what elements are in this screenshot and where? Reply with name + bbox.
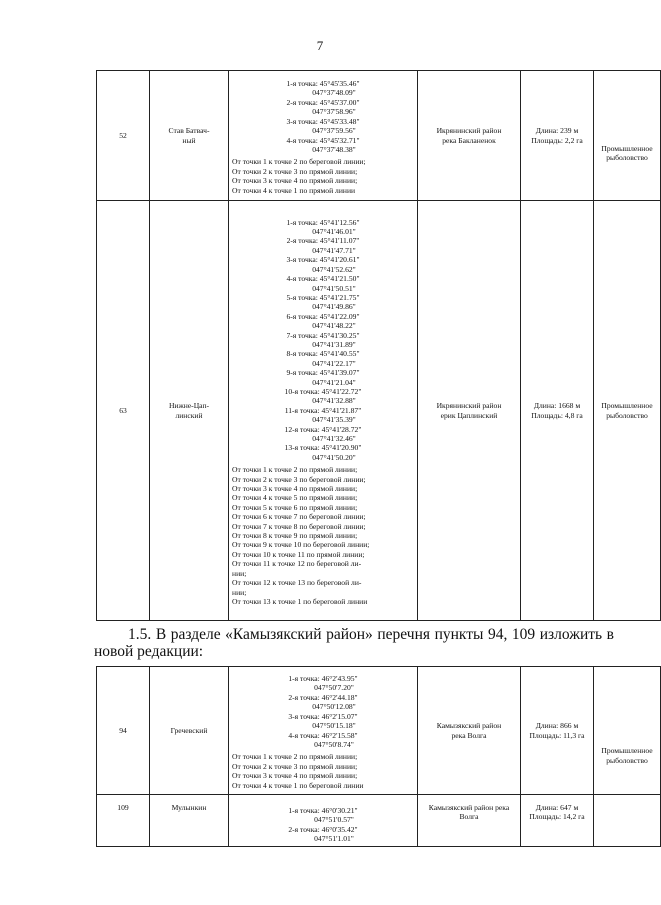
- table-row: [97, 795, 661, 847]
- location-cell: [418, 795, 521, 847]
- edge-line: нии;: [232, 568, 247, 578]
- point-longitude: 047°50'8.74": [314, 739, 354, 749]
- point-latitude: 10-я точка: 45°41'22.72": [284, 386, 362, 396]
- location-line: Икрянинский район: [436, 401, 502, 411]
- point-longitude: 047°51'0.57": [314, 815, 354, 825]
- site-name-line: линский: [175, 410, 203, 420]
- edge-line: От точки 4 к точке 1 по прямой линии: [232, 185, 356, 195]
- point-latitude: 1-я точка: 46°2'43.95": [288, 674, 358, 684]
- points-list: [232, 73, 414, 154]
- point-longitude: 047°37'48.09": [312, 88, 356, 98]
- point-latitude: 3-я точка: 46°2'15.07": [288, 711, 358, 721]
- edge-line: От точки 6 к точке 7 по береговой линии;: [232, 512, 366, 522]
- table-row: [97, 667, 661, 795]
- area-value: Площадь: 2,2 га: [531, 135, 583, 145]
- location-cell: [418, 667, 521, 795]
- point-latitude: 8-я точка: 45°41'40.55": [286, 349, 360, 359]
- point-latitude: 5-я точка: 45°41'21.75": [286, 292, 360, 302]
- length-value: Длина: 866 м: [535, 721, 579, 731]
- edge-line: От точки 4 к точке 5 по прямой линии;: [232, 493, 358, 503]
- edge-line: От точки 4 к точке 1 по береговой линии: [232, 780, 364, 790]
- edge-line: От точки 5 к точке 6 по прямой линии;: [232, 502, 358, 512]
- edge-line: От точки 13 к точке 1 по береговой линии: [232, 596, 368, 606]
- edge-line: От точки 10 к точке 11 по прямой линии;: [232, 549, 365, 559]
- page-number: 7: [316, 38, 324, 53]
- area-value: Площадь: 14,2 га: [529, 812, 585, 822]
- amendment-paragraph: [94, 626, 614, 660]
- point-latitude: 11-я точка: 45°41'21.87": [284, 405, 362, 415]
- use-line: рыболовство: [606, 755, 648, 765]
- point-longitude: 047°41'50.20": [312, 452, 356, 462]
- point-longitude: 047°41'32.46": [312, 434, 356, 444]
- edge-line: От точки 8 к точке 9 по прямой линии;: [232, 531, 358, 541]
- edge-line: От точки 11 к точке 12 по береговой ли-: [232, 559, 362, 569]
- site-name-line: ный: [182, 135, 196, 145]
- site-name-line: Гречевский: [170, 725, 208, 735]
- row-number: 94: [97, 667, 150, 795]
- use-line: рыболовство: [606, 153, 648, 162]
- point-longitude: 047°41'50.51": [312, 283, 356, 293]
- site-name-line: Нижне-Цап-: [168, 401, 210, 411]
- fishing-sites-table-1: [96, 70, 661, 621]
- location-line: Икрянинский район: [436, 126, 502, 136]
- fishing-sites-table-2: [96, 666, 661, 847]
- edge-line: нии;: [232, 587, 247, 597]
- length-value: Длина: 1668 м: [533, 401, 581, 411]
- point-latitude: 12-я точка: 45°41'28.72": [284, 424, 362, 434]
- edge-line: От точки 9 к точке 10 по береговой линии;: [232, 540, 370, 550]
- coordinates-cell: [229, 201, 418, 621]
- area-value: Площадь: 4,8 га: [531, 410, 583, 420]
- points-list: [232, 668, 414, 749]
- point-longitude: 047°37'48.38": [312, 144, 356, 154]
- row-number: 52: [97, 71, 150, 201]
- site-name: [150, 71, 229, 201]
- area-value: Площадь: 11,3 га: [529, 730, 585, 740]
- use-cell: [594, 71, 661, 201]
- edges-list: [232, 749, 414, 793]
- point-longitude: 047°51'1.01": [314, 833, 354, 843]
- point-latitude: 2-я точка: 46°2'44.18": [288, 692, 358, 702]
- site-name-line: Мулынкин: [171, 803, 207, 812]
- point-longitude: 047°41'32.88": [312, 396, 356, 406]
- use-line: Промышленное: [601, 401, 653, 411]
- edges-list: [232, 462, 414, 609]
- edge-line: От точки 3 к точке 4 по прямой линии;: [232, 176, 358, 186]
- point-longitude: 047°41'35.39": [312, 415, 356, 425]
- point-latitude: 1-я точка: 45°45'35.46": [286, 79, 360, 89]
- point-latitude: 3-я точка: 45°45'33.48": [286, 116, 360, 126]
- site-name: [150, 667, 229, 795]
- use-line: Промышленное: [601, 746, 653, 756]
- point-latitude: 2-я точка: 45°45'37.00": [286, 97, 360, 107]
- point-latitude: 1-я точка: 46°0'30.21": [288, 805, 358, 815]
- points-list: [232, 798, 414, 844]
- table-row: [97, 71, 661, 201]
- point-latitude: 4-я точка: 45°45'32.71": [286, 135, 360, 145]
- site-name: [150, 795, 229, 847]
- edge-line: От точки 2 к точке 3 по прямой линии;: [232, 761, 358, 771]
- edge-line: От точки 12 к точке 13 по береговой ли-: [232, 578, 362, 588]
- coordinates-cell: [229, 71, 418, 201]
- point-longitude: 047°41'46.01": [312, 227, 356, 237]
- points-list: [232, 212, 414, 463]
- edges-list: [232, 154, 414, 198]
- use-line: Промышленное: [601, 143, 653, 153]
- size-cell: [521, 201, 594, 621]
- point-latitude: 1-я точка: 45°41'12.56": [286, 217, 360, 227]
- site-name: [150, 201, 229, 621]
- location-line: река Бакланенок: [442, 135, 496, 145]
- location-cell: [418, 71, 521, 201]
- location-line: Камызякский район: [436, 721, 502, 731]
- edge-line: От точки 3 к точке 4 по прямой линии;: [232, 771, 358, 781]
- edge-line: От точки 7 к точке 8 по береговой линии;: [232, 521, 366, 531]
- point-latitude: 7-я точка: 45°41'30.25": [286, 330, 360, 340]
- point-latitude: 2-я точка: 45°41'11.07": [286, 236, 360, 246]
- table-row: [97, 201, 661, 621]
- edge-line: От точки 1 к точке 2 по береговой линии;: [232, 157, 366, 167]
- point-longitude: 047°50'12.08": [312, 702, 356, 712]
- size-cell: [521, 71, 594, 201]
- point-longitude: 047°41'21.04": [312, 377, 356, 387]
- point-latitude: 4-я точка: 46°2'15.58": [288, 730, 358, 740]
- point-longitude: 047°50'15.18": [312, 721, 356, 731]
- location-line: ерик Цаплинский: [440, 410, 498, 420]
- coordinates-cell: [229, 795, 418, 847]
- location-line: река Волга: [451, 730, 487, 740]
- point-longitude: 047°41'47.71": [312, 245, 356, 255]
- point-latitude: 6-я точка: 45°41'22.09": [286, 311, 360, 321]
- point-longitude: 047°41'49.86": [312, 302, 356, 312]
- point-latitude: 9-я точка: 45°41'39.07": [286, 368, 360, 378]
- point-longitude: 047°41'48.22": [312, 321, 356, 331]
- point-longitude: 047°50'7.20": [314, 683, 354, 693]
- row-number: 109: [97, 795, 150, 847]
- point-longitude: 047°41'22.17": [312, 358, 356, 368]
- location-line: Камызякский район река: [428, 803, 510, 812]
- point-latitude: 3-я точка: 45°41'20.61": [286, 255, 360, 265]
- point-longitude: 047°37'58.96": [312, 107, 356, 117]
- size-cell: [521, 795, 594, 847]
- use-cell: [594, 201, 661, 621]
- location-line: Волга: [459, 812, 479, 822]
- edge-line: От точки 3 к точке 4 по прямой линии;: [232, 484, 358, 494]
- point-latitude: 13-я точка: 45°41'20.90": [284, 443, 362, 453]
- point-longitude: 047°41'52.62": [312, 264, 356, 274]
- size-cell: [521, 667, 594, 795]
- point-latitude: 4-я точка: 45°41'21.50": [286, 274, 360, 284]
- paragraph-line-1: 1.5. В разделе «Камызякский район» перечня пункты 94, 109 изложить в: [128, 626, 614, 643]
- edge-line: От точки 1 к точке 2 по прямой линии;: [232, 752, 358, 762]
- paragraph-line-2: новой редакции:: [94, 643, 204, 660]
- edge-line: От точки 2 к точке 3 по прямой линии;: [232, 166, 358, 176]
- edge-line: От точки 2 к точке 3 по береговой линии;: [232, 474, 366, 484]
- point-longitude: 047°37'59.56": [312, 126, 356, 136]
- location-cell: [418, 201, 521, 621]
- coordinates-cell: [229, 667, 418, 795]
- length-value: Длина: 647 м: [535, 803, 579, 812]
- point-longitude: 047°41'31.89": [312, 339, 356, 349]
- row-number: 63: [97, 201, 150, 621]
- site-name-line: Став Батвач-: [168, 126, 210, 136]
- use-line: рыболовство: [606, 410, 648, 420]
- use-cell: [594, 795, 661, 847]
- point-latitude: 2-я точка: 46°0'35.42": [288, 824, 358, 834]
- length-value: Длина: 239 м: [535, 126, 579, 136]
- use-cell: [594, 667, 661, 795]
- edge-line: От точки 1 к точке 2 по прямой линии;: [232, 465, 358, 475]
